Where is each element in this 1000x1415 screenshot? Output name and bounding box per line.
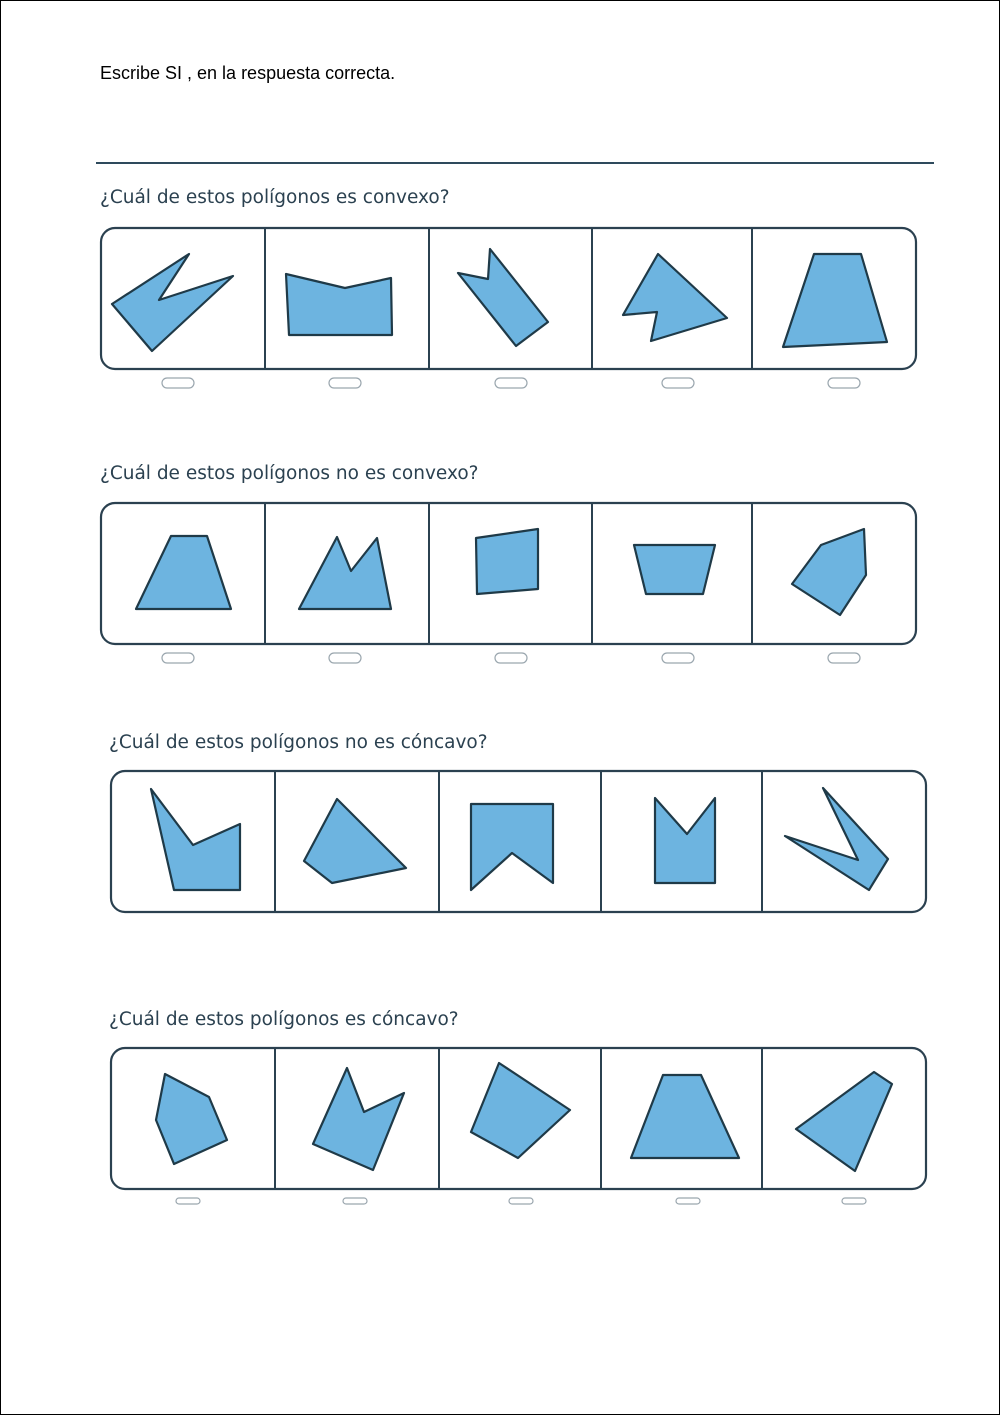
question-2-options <box>100 501 920 661</box>
question-4-text: ¿Cuál de estos polígonos es cóncavo? <box>109 1009 459 1030</box>
answer-box-2[interactable] <box>329 653 361 663</box>
answer-tabs <box>162 653 860 663</box>
answer-box-5[interactable] <box>828 653 860 663</box>
answer-box-2[interactable] <box>329 378 361 388</box>
answer-box-2[interactable] <box>343 1198 367 1204</box>
question-1-options <box>100 226 920 386</box>
answer-box-3[interactable] <box>495 653 527 663</box>
polygon-option-3[interactable] <box>476 529 538 594</box>
answer-box-4[interactable] <box>662 378 694 388</box>
polygon-option-4[interactable] <box>634 545 715 594</box>
instruction-text: Escribe SI , en la respuesta correcta. <box>100 63 396 83</box>
answer-box-3[interactable] <box>509 1198 533 1204</box>
question-3-text: ¿Cuál de estos polígonos no es cóncavo? <box>109 732 488 753</box>
answer-box-4[interactable] <box>662 653 694 663</box>
header-divider <box>96 162 934 164</box>
answer-box-3[interactable] <box>495 378 527 388</box>
answer-box-5[interactable] <box>828 378 860 388</box>
answer-tabs <box>176 1198 866 1204</box>
answer-box-1[interactable] <box>176 1198 200 1204</box>
question-3-options <box>110 769 930 929</box>
answer-tabs <box>162 378 860 388</box>
answer-box-1[interactable] <box>162 653 194 663</box>
question-2-text: ¿Cuál de estos polígonos no es convexo? <box>100 463 479 484</box>
question-1-text: ¿Cuál de estos polígonos es convexo? <box>100 187 450 208</box>
answer-box-4[interactable] <box>676 1198 700 1204</box>
answer-box-5[interactable] <box>842 1198 866 1204</box>
question-4-options <box>110 1046 930 1206</box>
answer-box-1[interactable] <box>162 378 194 388</box>
